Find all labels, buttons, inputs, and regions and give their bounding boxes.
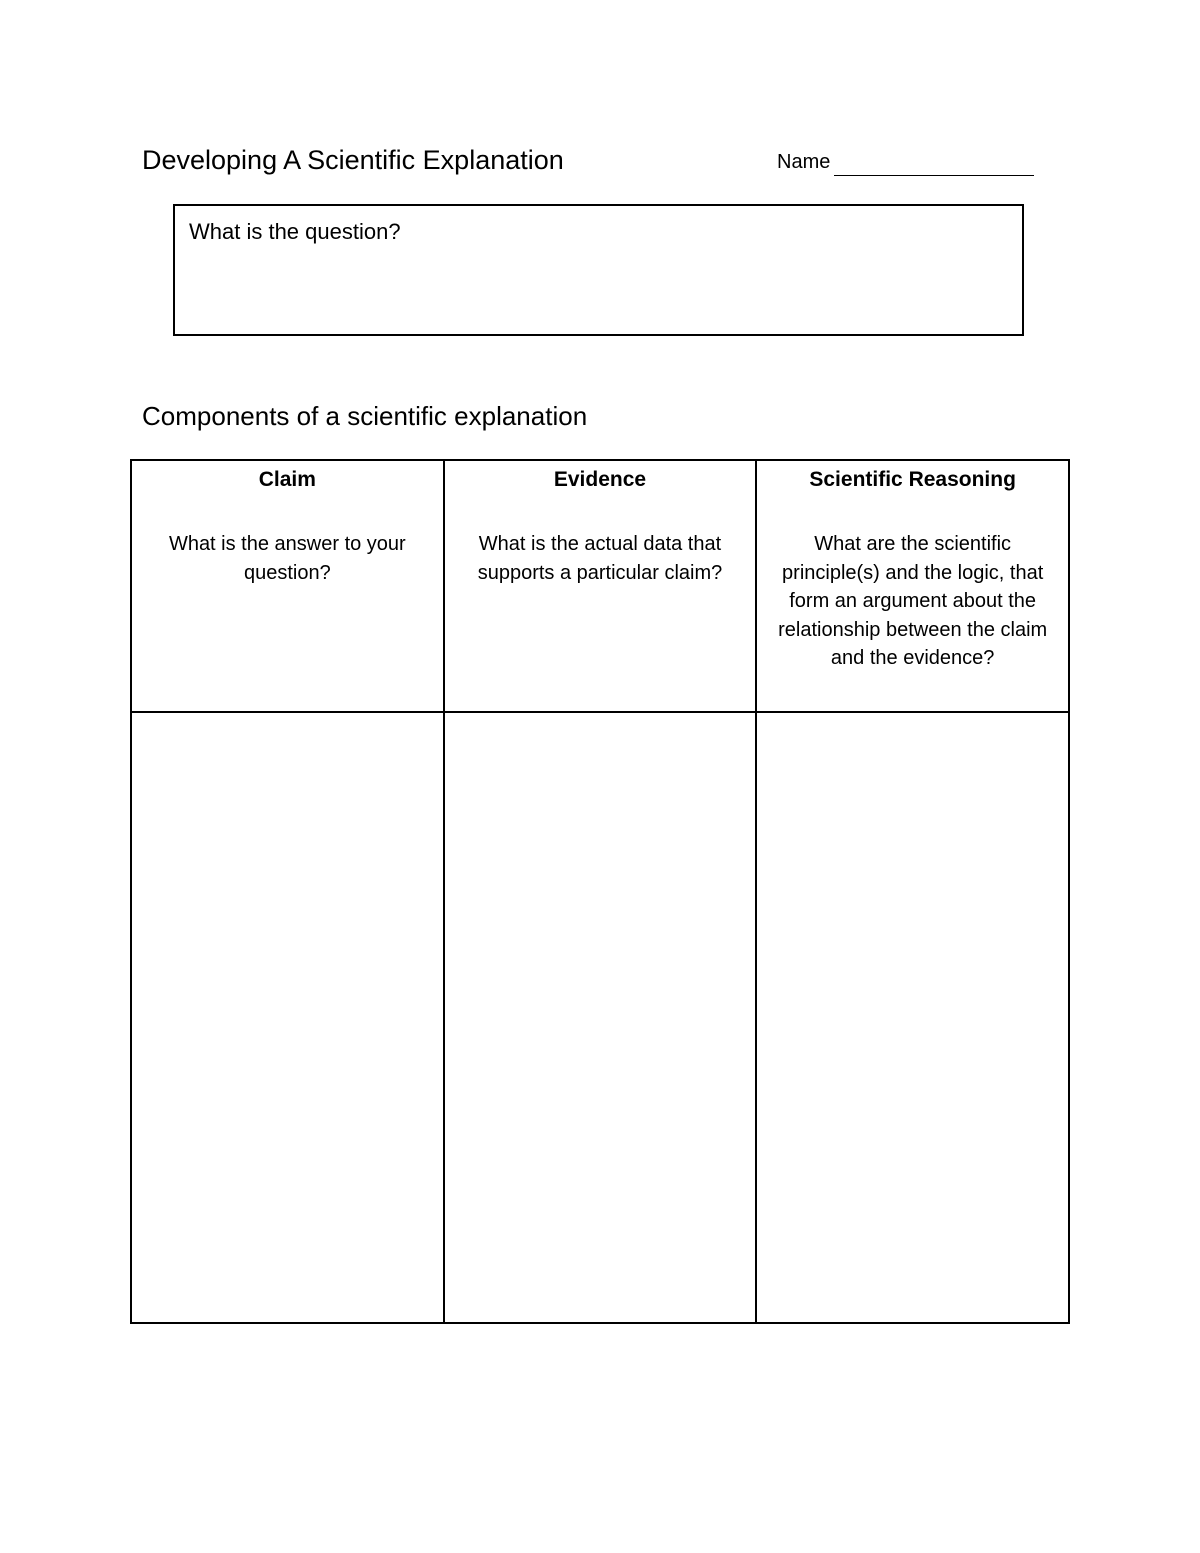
claim-prompt: What is the answer to your question? [168, 533, 406, 584]
evidence-header-cell [444, 460, 757, 712]
reasoning-header-cell [756, 460, 1069, 712]
section-title: Components of a scientific explanation [142, 401, 588, 431]
evidence-heading: Evidence [553, 468, 647, 491]
evidence-prompt: What is the actual data that supports a particular claim? [477, 533, 723, 584]
name-blank-line[interactable] [834, 153, 1034, 176]
name-field [777, 148, 1034, 176]
reasoning-prompt: What are the scientific principle(s) and the logic, that form an argument about the relationship between the claim and the evidence? [778, 533, 1048, 669]
components-table [130, 459, 1070, 1324]
page-title: Developing A Scientific Explanation [142, 145, 564, 175]
question-box[interactable] [173, 204, 1024, 336]
claim-answer-cell[interactable] [131, 712, 444, 1323]
claim-header-cell [131, 460, 444, 712]
header-row [131, 460, 1069, 712]
name-label: Name [777, 151, 831, 173]
reasoning-answer-cell[interactable] [756, 712, 1069, 1323]
reasoning-heading: Scientific Reasoning [809, 468, 1016, 491]
claim-heading: Claim [258, 468, 316, 491]
evidence-answer-cell[interactable] [444, 712, 757, 1323]
question-label: What is the question? [189, 219, 401, 244]
answer-row [131, 712, 1069, 1323]
